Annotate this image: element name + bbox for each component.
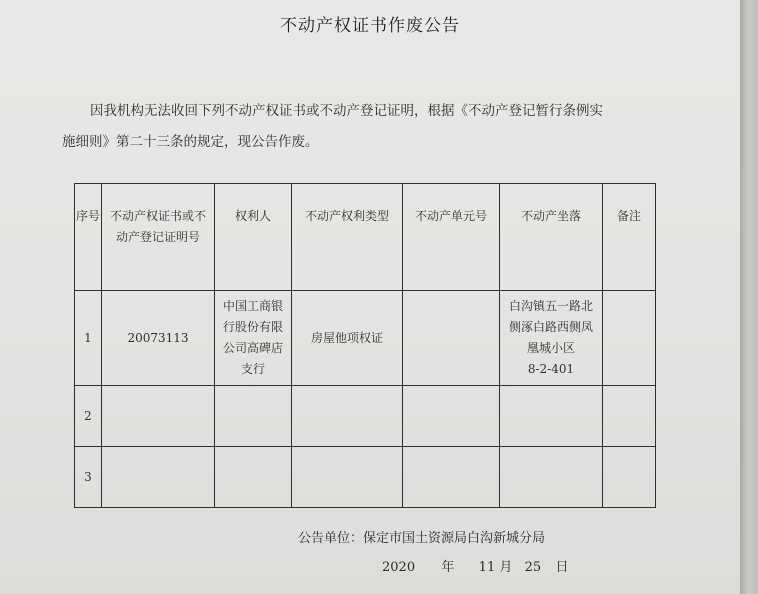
cell-index: 3 <box>75 447 102 508</box>
issuing-unit: 公告单位：保定市国土资源局白沟新城分局 <box>298 531 546 546</box>
date-year-label: 年 <box>441 560 455 575</box>
cell-remark <box>603 447 656 508</box>
table-row <box>75 291 656 386</box>
date-month: 11 <box>478 560 496 575</box>
cell-holder <box>215 447 292 508</box>
table-row <box>75 386 656 447</box>
cell-cert-no: 20073113 <box>102 291 215 386</box>
header-unit-no: 不动产单元号 <box>403 184 500 291</box>
cell-right-type <box>292 386 403 447</box>
certificate-table <box>74 183 656 508</box>
date-year: 2020 <box>382 560 416 575</box>
cell-holder: 中国工商银 行股份有限 公司高碑店 支行 <box>215 291 292 386</box>
header-right-type: 不动产权利类型 <box>292 184 403 291</box>
cell-unit-no <box>403 447 500 508</box>
cell-remark <box>603 386 656 447</box>
header-holder: 权利人 <box>215 184 292 291</box>
document-title: 不动产权证书作废公告 <box>280 16 460 36</box>
date-day: 25 <box>524 560 542 575</box>
header-cert-no: 不动产权证书或不动产登记证明号 <box>102 184 215 291</box>
cell-holder <box>215 386 292 447</box>
cell-cert-no <box>102 447 215 508</box>
cell-right-type <box>292 447 403 508</box>
cell-cert-no <box>102 386 215 447</box>
paragraph-line-1: 因我机构无法收回下列不动产权证书或不动产登记证明，根据《不动产登记暂行条例实 <box>90 103 603 119</box>
page-edge-shadow <box>740 0 758 594</box>
announcement-paragraph <box>62 96 702 158</box>
table-row <box>75 447 656 508</box>
cell-right-type: 房屋他项权证 <box>292 291 403 386</box>
cell-location <box>500 386 603 447</box>
date-month-label: 月 <box>499 560 513 575</box>
cell-location <box>500 447 603 508</box>
cell-index: 2 <box>75 386 102 447</box>
table-header-row <box>75 184 656 291</box>
cell-index: 1 <box>75 291 102 386</box>
issue-date <box>382 556 569 575</box>
header-location: 不动产坐落 <box>500 184 603 291</box>
paragraph-line-2: 施细则》第二十三条的规定，现公告作废。 <box>62 134 319 150</box>
cell-location: 白沟镇五一路北 侧涿白路西侧凤 凰城小区 8-2-401 <box>500 291 603 386</box>
date-day-label: 日 <box>555 560 569 575</box>
cell-remark <box>603 291 656 386</box>
header-index: 序号 <box>75 184 102 291</box>
cell-unit-no <box>403 291 500 386</box>
cell-unit-no <box>403 386 500 447</box>
header-remark: 备注 <box>603 184 656 291</box>
